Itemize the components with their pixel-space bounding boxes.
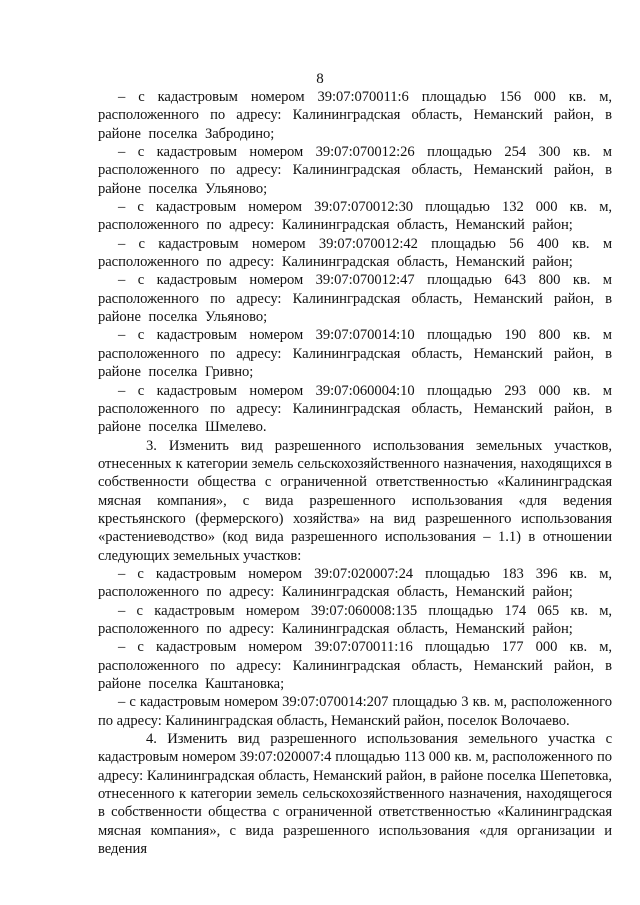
- numbered-paragraph-3: 3. Изменить вид разрешенного использования земельных участков, отнесенных к категории земель сельскохозяйственного назначения, находящихся в собственности общества с ограниченной ответственностью «Калининградская мясная компания», с вида разрешенного использования «для ведения крестьянского (фермерского) хозяйства» на вид разрешенного использования «растениеводство» (код вида разрешенного использования – 1.1) в отношении следующих земельных участков:: [98, 437, 612, 564]
- list-item: – с кадастровым номером 39:07:070011:16 площадью 177 000 кв. м, расположенного по адресу: Калининградская область, Неманский район, в районе поселка Каштановка;: [98, 639, 612, 692]
- document-body: [98, 88, 612, 858]
- list-item: – с кадастровым номером 39:07:070012:30 площадью 132 000 кв. м, расположенного по адресу: Калининградская область, Неманский район;: [98, 199, 612, 234]
- page-number: 8: [316, 71, 324, 87]
- list-item: – с кадастровым номером 39:07:070012:26 площадью 254 300 кв. м расположенного по адресу: Калининградская область, Неманский район, в районе поселка Ульяново;: [98, 144, 612, 197]
- list-item: – с кадастровым номером 39:07:070014:10 площадью 190 800 кв. м расположенного по адресу: Калининградская область, Неманский район, в районе поселка Гривно;: [98, 327, 612, 381]
- list-item: – с кадастровым номером 39:07:060004:10 площадью 293 000 кв. м расположенного по адресу: Калининградская область, Неманский район, в районе поселка Шмелево.: [98, 382, 612, 436]
- numbered-paragraph-4: 4. Изменить вид разрешенного использования земельного участка с кадастровым номером 39:07:020007:4 площадью 113 000 кв. м, расположенного по адресу: Калининградская область, Неманский район, в районе поселка Шепетовка, отнесенного к категории земель сельскохозяйственного назначения, находящегося в собственности общества с ограниченной ответственностью «Калининградская мясная компания», с вида разрешенного использования «для организации и ведения: [98, 731, 612, 858]
- list-item: – с кадастровым номером 39:07:070012:42 площадью 56 400 кв. м расположенного по адресу: Калининградская область, Неманский район;: [98, 235, 612, 271]
- list-item: – с кадастровым номером 39:07:070011:6 площадью 156 000 кв. м, расположенного по адресу: Калининградская область, Неманский район, в районе поселка Забродино;: [98, 89, 612, 142]
- list-item: – с кадастровым номером 39:07:070014:207 площадью 3 кв. м, расположенного по адресу: Калининградская область, Неманский район, поселок Волочаево.: [98, 694, 612, 729]
- list-item: – с кадастровым номером 39:07:020007:24 площадью 183 396 кв. м, расположенного по адресу: Калининградская область, Неманский район;: [98, 565, 612, 601]
- list-item: – с кадастровым номером 39:07:060008:135 площадью 174 065 кв. м, расположенного по адресу: Калининградская область, Неманский район;: [98, 602, 612, 637]
- list-item: – с кадастровым номером 39:07:070012:47 площадью 643 800 кв. м расположенного по адресу: Калининградская область, Неманский район, в районе поселка Ульяново;: [98, 272, 612, 326]
